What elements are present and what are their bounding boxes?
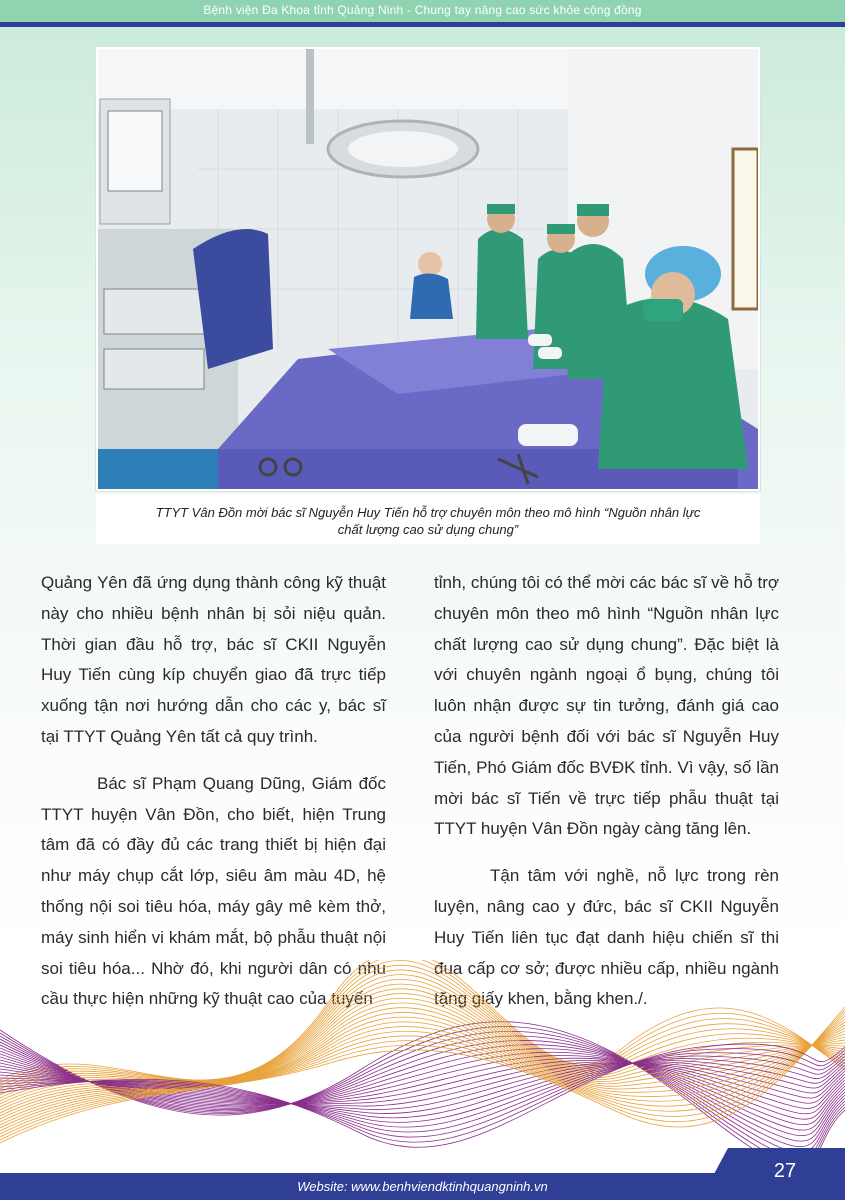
surgery-photo-icon [98,49,758,489]
article-column-left [41,568,386,1015]
article-column-right [434,568,779,1015]
caption-line-2: chất lượng cao sử dụng chung” [337,522,519,537]
article-paragraph: Bác sĩ Phạm Quang Dũng, Giám đốc TTYT huyện Vân Đồn, cho biết, hiện Trung tâm đã có đầy đủ các trang thiết bị hiện đại như máy chụp cắt lớp, siêu âm màu 4D, hệ thống nội soi tiêu hóa, máy gây mê kèm thở, máy sinh hiển vi khám mắt, bộ phẫu thuật nội soi tiêu hóa... Nhờ đó, khi người dân có nhu cầu thực hiện những kỹ thuật cao của tuyến [41,773,386,1009]
decorative-waves [0,960,845,1173]
article-paragraph: Quảng Yên đã ứng dụng thành công kỹ thuật này cho nhiều bệnh nhân bị sỏi niệu quản. Thời gian đầu hỗ trợ, bác sĩ CKII Nguyễn Huy Tiến cùng kíp chuyển giao đã trực tiếp xuống tận nơi hướng dẫn cho các y, bác sĩ tại TTYT Quảng Yên tất cả quy trình. [41,573,386,746]
page-number: 27 [773,1160,797,1182]
wave-line-orange [0,960,845,1083]
header-rule [0,22,845,27]
caption-line-1: TTYT Vân Đồn mời bác sĩ Nguyễn Huy Tiến hỗ trợ chuyên môn theo mô hình “Nguồn nhân lực [155,505,701,520]
photo-frame [96,47,760,491]
website-link[interactable]: Website: www.benhviendktinhquangninh.vn [297,1179,548,1194]
photo-caption [96,494,760,544]
wave-line-orange [0,1012,845,1119]
wave-line-orange [0,1017,845,1122]
article-paragraph: Tận tâm với nghề, nỗ lực trong rèn luyện, nâng cao y đức, bác sĩ CKII Nguyễn Huy Tiến liên tục đạt danh hiệu chiến sĩ thi đua cấp cơ sở; được nhiều cấp, nhiều ngành tặng giấy khen, bằng khen./. [434,866,779,1009]
header-title: Bệnh viện Đa Khoa tỉnh Quảng Ninh - Chung tay nâng cao sức khỏe cộng đồng [203,3,642,17]
article-paragraph: tỉnh, chúng tôi có thể mời các bác sĩ về hỗ trợ chuyên môn theo mô hình “Nguồn nhân lực chất lượng cao sử dụng chung”. Đặc biệt là với chuyên ngành ngoại ổ bụng, chúng tôi luôn nhận được sự tin tưởng, đánh giá cao của người bệnh đối với bác sĩ Nguyễn Huy Tiến, Phó Giám đốc BVĐK tỉnh. Vì vậy, số lần mời bác sĩ Tiến về trực tiếp phẫu thuật tại TTYT huyện Vân Đồn ngày càng tăng lên. [434,573,779,839]
